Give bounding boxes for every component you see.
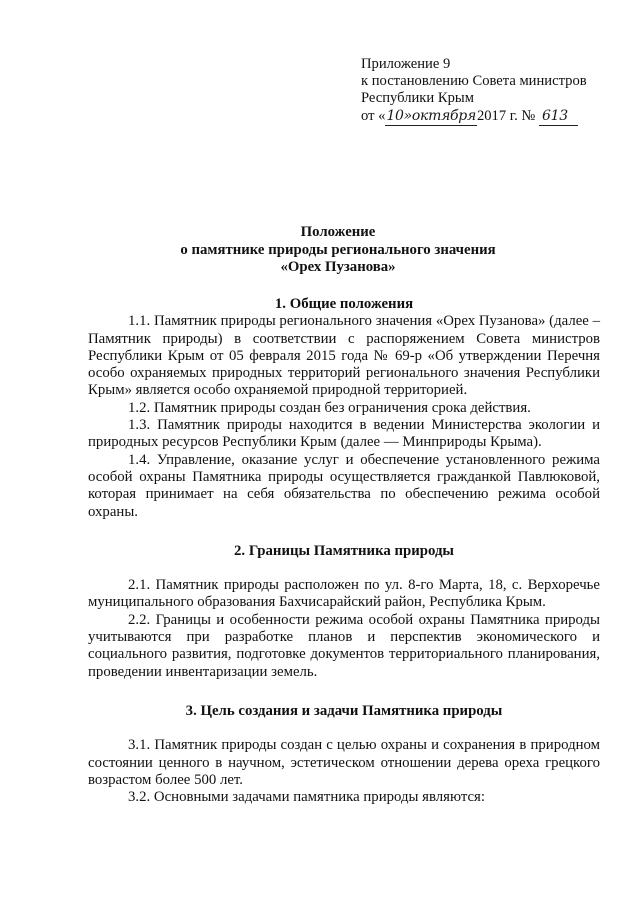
section-2-heading: 2. Границы Памятника природы	[234, 542, 454, 559]
document-title	[88, 224, 588, 277]
document-body	[88, 296, 600, 806]
spacer	[88, 560, 600, 577]
title-line-2: о памятнике природы регионального значения	[180, 241, 496, 258]
appendix-header	[361, 56, 631, 126]
appendix-republic-line: Республики Крым	[361, 90, 474, 107]
paragraph-1-2: 1.2. Памятник природы создан без ограничения срока действия.	[128, 399, 531, 416]
title-line-3: «Орех Пузанова»	[280, 259, 396, 275]
paragraph-3-2: 3.2. Основными задачами памятника природы являются:	[128, 789, 485, 806]
paragraph-2-2: 2.2. Границы и особенности режима особой охраны Памятника природы учитываются при разработке планов и перспектив экономического и социального развития, подготовке документов территориального планирования, проведении инвентаризации земель.	[88, 611, 600, 680]
section-3-heading: 3. Цель создания и задачи Памятника природы	[185, 702, 503, 719]
appendix-resolution-line: к постановлению Совета министров	[361, 73, 587, 90]
title-line-1: Положение	[300, 224, 376, 240]
appendix-title: Приложение 9	[361, 56, 451, 72]
paragraph-1-4: 1.4. Управление, оказание услуг и обеспечение установленного режима особой охраны Памятника природы осуществляется гражданкой Павлюковой, которая принимает на себя обязательства по обеспечению режима особой охраны.	[88, 451, 600, 520]
date-prefix: от «	[361, 107, 386, 124]
date-suffix: 2017 г. №	[476, 107, 536, 124]
spacer	[88, 681, 600, 703]
paragraph-2-1: 2.1. Памятник природы расположен по ул. 8-го Марта, 18, с. Верхоречье муниципального образования Бахчисарайский район, Республика Крым.	[88, 577, 600, 611]
paragraph-1-1: 1.1. Памятник природы регионального значения «Орех Пузанова» (далее – Памятник природы) в соответствии с распоряжением Совета министров Республики Крым от 05 февраля 2015 года № 69-р «Об утверждении Перечня особо охраняемых природных территорий регионального значения Республики Крым» является особо охраняемой природной территорией.	[88, 313, 600, 399]
section-1-heading: 1. Общие положения	[274, 296, 414, 312]
spacer	[88, 720, 600, 737]
appendix-date-line	[361, 108, 631, 126]
handwritten-date: 10»октября	[385, 108, 477, 126]
paragraph-3-1: 3.1. Памятник природы создан с целью охраны и сохранения в природном состоянии ценного в научном, эстетическом отношении дерева ореха грецкого возрастом более 500 лет.	[88, 737, 600, 788]
handwritten-number: 613	[539, 108, 578, 126]
spacer	[88, 521, 600, 543]
paragraph-1-3: 1.3. Памятник природы находится в ведении Министерства экологии и природных ресурсов Республики Крым (далее — Минприроды Крыма).	[88, 417, 600, 451]
